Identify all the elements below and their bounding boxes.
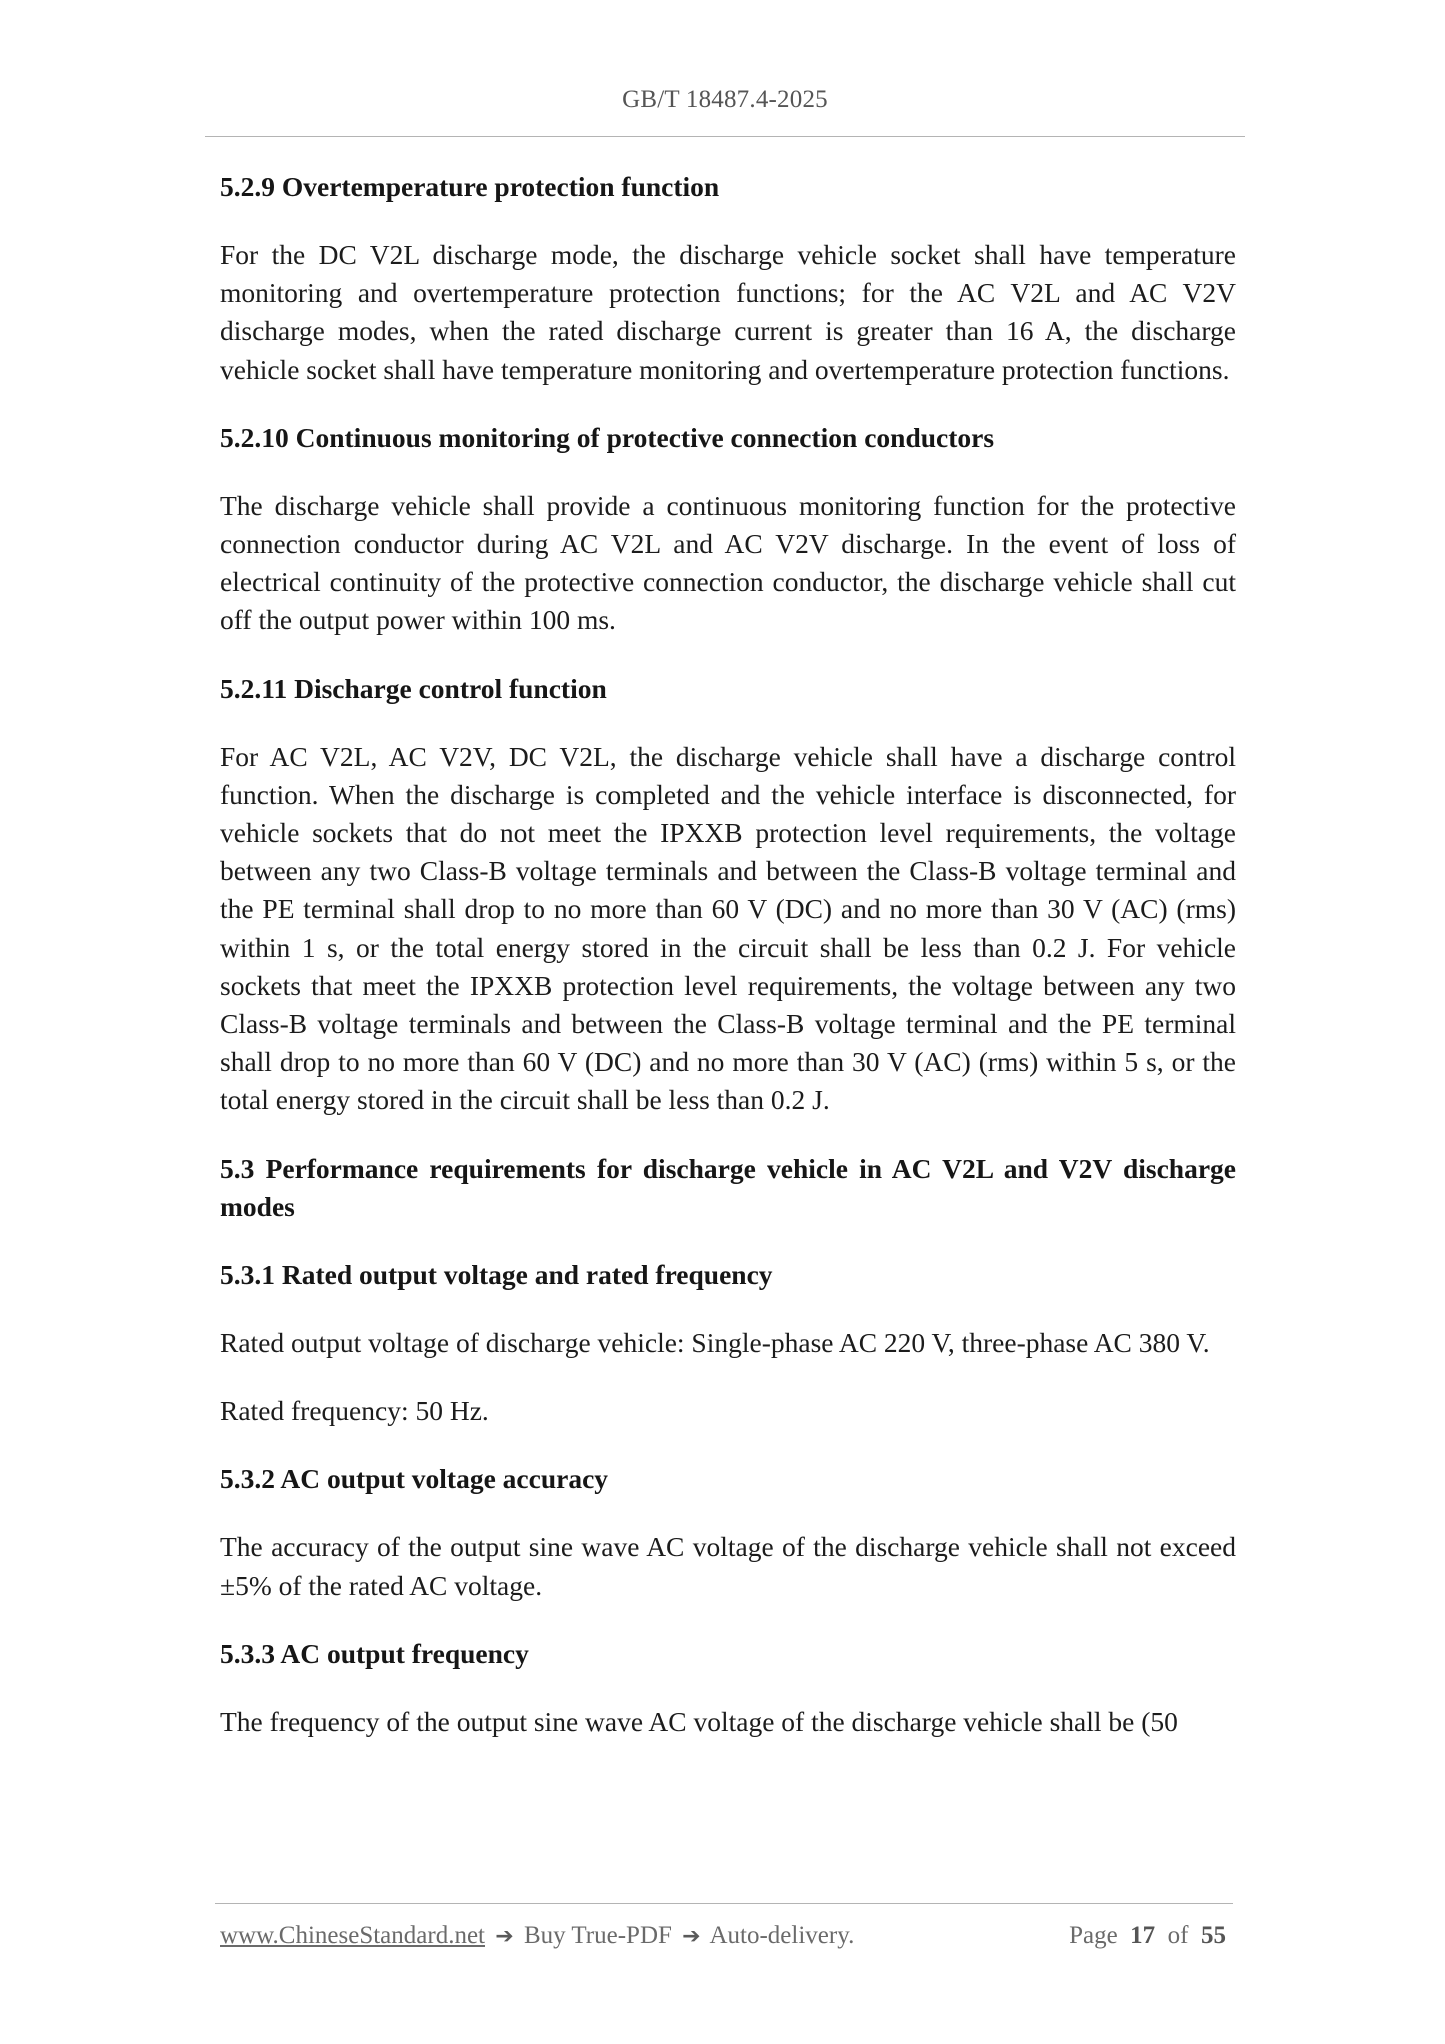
section-heading-5-3-3: 5.3.3 AC output frequency: [220, 1637, 529, 1669]
page-current: 17: [1130, 1922, 1156, 1949]
page-label: Page: [1069, 1922, 1118, 1949]
section-text-5-3-3: The frequency of the output sine wave AC voltage of the discharge vehicle shall be (50: [220, 1705, 1178, 1737]
section-text-5-3-1-voltage: Rated output voltage of discharge vehicle: Single-phase AC 220 V, three-phase AC 380 V.: [220, 1327, 1210, 1359]
section-heading-5-2-11: 5.2.11 Discharge control function: [220, 672, 607, 704]
arrow-right-icon: ➔: [682, 1924, 701, 1949]
arrow-right-icon: ➔: [495, 1924, 514, 1949]
header-divider: [205, 136, 1245, 137]
footer-promo: [220, 1922, 854, 1950]
section-text-5-2-9: For the DC V2L discharge mode, the discharge vehicle socket shall have temperature monitoring and overtemperature protection functions; for the AC V2L and AC V2V discharge modes, when the rated discharge current is greater than 16 A, the discharge vehicle socket shall have temperature monitoring and overtemperature protection functions.: [220, 239, 1236, 385]
section-heading-5-3-2: 5.3.2 AC output voltage accuracy: [220, 1463, 609, 1495]
of-label: of: [1167, 1922, 1189, 1949]
page-total: 55: [1201, 1922, 1226, 1949]
footer-divider: [215, 1903, 1233, 1904]
buy-text: Buy True-PDF: [523, 1922, 672, 1949]
section-text-5-2-10: The discharge vehicle shall provide a continuous monitoring function for the protective connection conductor during AC V2L and AC V2V discharge. In the event of loss of electrical continuity of the protective connection conductor, the discharge vehicle shall cut off the output power within 100 ms.: [220, 489, 1236, 636]
section-heading-5-2-10: 5.2.10 Continuous monitoring of protective connection conductors: [220, 421, 995, 453]
section-heading-5-3: 5.3 Performance requirements for discharge vehicle in AC V2L and V2V discharge modes: [220, 1152, 1236, 1222]
site-link[interactable]: www.ChineseStandard.net: [220, 1922, 485, 1949]
running-header: GB/T 18487.4-2025: [622, 86, 828, 113]
page-body: [220, 168, 1236, 1771]
section-text-5-3-1-frequency: Rated frequency: 50 Hz.: [220, 1395, 489, 1427]
delivery-text: Auto-delivery.: [709, 1922, 855, 1949]
section-heading-5-3-1: 5.3.1 Rated output voltage and rated frequency: [220, 1259, 773, 1291]
page-footer: [220, 1922, 1226, 1962]
section-text-5-3-2: The accuracy of the output sine wave AC voltage of the discharge vehicle shall not exceed ±5% of the rated AC voltage.: [220, 1531, 1236, 1601]
page-counter: [1069, 1922, 1226, 1950]
section-heading-5-2-9: 5.2.9 Overtemperature protection function: [220, 171, 720, 202]
section-text-5-2-11: For AC V2L, AC V2V, DC V2L, the discharge vehicle shall have a discharge control function. When the discharge is completed and the vehicle interface is disconnected, for vehicle sockets that do not meet the IPXXB protection level requirements, the voltage between any two Class-B voltage terminals and between the Class-B voltage terminal and the PE terminal shall drop to no more than 60 V (DC) and no more than 30 V (AC) (rms) within 1 s, or the total energy stored in the circuit shall be less than 0.2 J. For vehicle sockets that meet the IPXXB protection level requirements, the voltage between any two Class-B voltage terminals and between the Class-B voltage terminal and the PE terminal shall drop to no more than 60 V (DC) and no more than 30 V (AC) (rms) within 5 s, or the total energy stored in the circuit shall be less than 0.2 J.: [220, 740, 1236, 1116]
